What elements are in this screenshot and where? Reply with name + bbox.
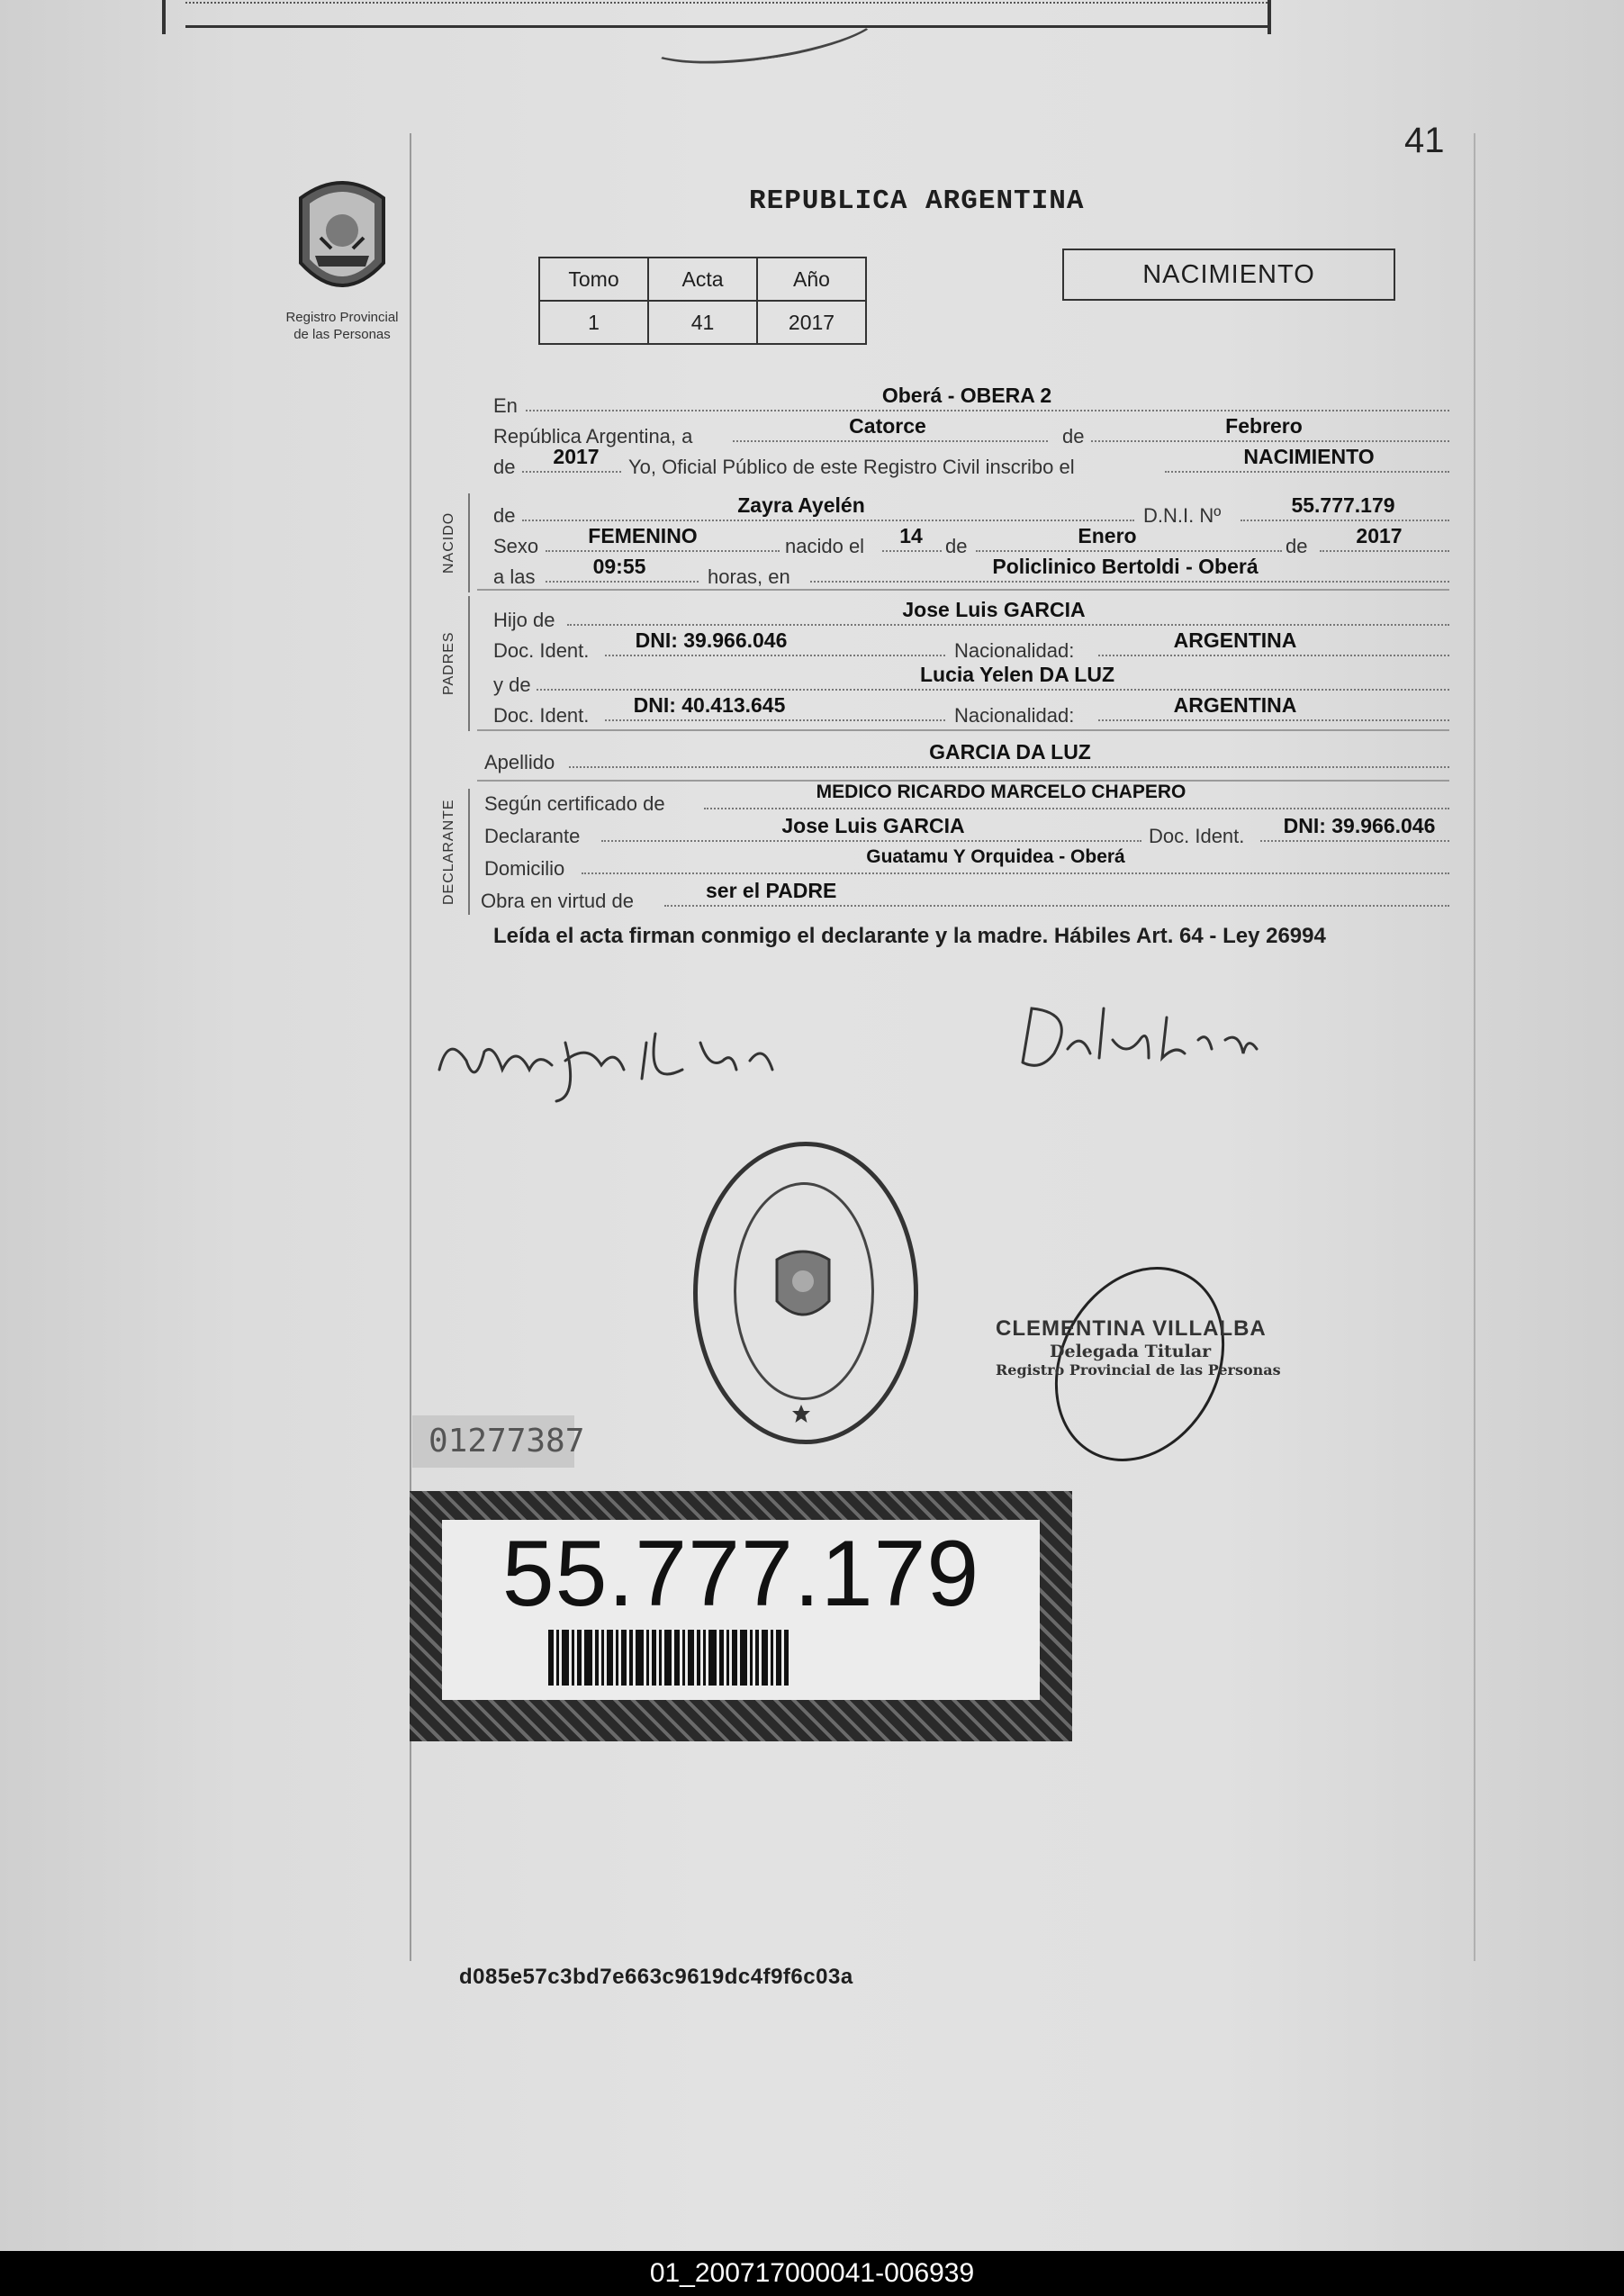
acta-value: 41 <box>648 301 757 344</box>
month-value: Febrero <box>1225 414 1303 438</box>
anio-value: 2017 <box>757 301 866 344</box>
barcode-bar <box>636 1630 644 1686</box>
provincial-emblem-icon <box>288 173 396 303</box>
birth-year-value: 2017 <box>1356 524 1403 547</box>
official-stamp <box>693 1142 918 1444</box>
document-hash: d085e57c3bd7e663c9619dc4f9f6c03a <box>459 1965 853 1989</box>
barcode-bar <box>664 1630 672 1686</box>
day-words-value: Catorce <box>849 414 926 438</box>
registry-logo <box>270 173 414 343</box>
barcode-bar <box>584 1630 592 1686</box>
dni-barcode-label <box>410 1491 1072 1741</box>
sex-value: FEMENINO <box>588 524 698 547</box>
obra-label: Obra en virtud de <box>481 890 634 912</box>
previous-page-edge <box>162 0 1271 34</box>
barcode-bar <box>607 1630 613 1686</box>
barcode-bar <box>621 1630 627 1686</box>
barcode-bar <box>688 1630 694 1686</box>
logo-caption-line1: Registro Provincial <box>285 310 399 325</box>
row-mother-doc <box>0 693 1620 729</box>
barcode-bar <box>595 1630 599 1686</box>
nacionalidad-label-2: Nacionalidad: <box>954 704 1075 727</box>
certificate-value: MEDICO RICARDO MARCELO CHAPERO <box>816 782 1186 802</box>
barcode <box>548 1630 789 1686</box>
barcode-bar <box>755 1630 759 1686</box>
dni-value: 55.777.179 <box>1291 493 1395 517</box>
barcode-bar <box>750 1630 753 1686</box>
legal-text: Leída el acta firman conmigo el declarante y la madre. Hábiles Art. 64 - Ley 26994 <box>493 924 1326 948</box>
row-certificate <box>0 782 1620 818</box>
barcode-bar <box>776 1630 781 1686</box>
de-label-5: de <box>1286 535 1308 557</box>
barcode-bar <box>732 1630 737 1686</box>
barcode-bar <box>616 1630 618 1686</box>
row-place <box>0 384 1620 420</box>
declarante-label: Declarante <box>484 825 581 847</box>
en-label: En <box>493 394 518 417</box>
tomo-value: 1 <box>539 301 648 344</box>
row-father <box>0 598 1620 634</box>
declarant-name-value: Jose Luis GARCIA <box>781 814 965 837</box>
y-de-label: y de <box>493 673 531 696</box>
declarante-section-label: DECLARANTE <box>441 799 456 905</box>
mother-name-value: Lucia Yelen DA LUZ <box>920 663 1114 686</box>
row-birth <box>0 524 1620 560</box>
address-value: Guatamu Y Orquidea - Oberá <box>866 846 1125 867</box>
segun-label: Según certificado de <box>484 792 665 815</box>
barcode-bar <box>682 1630 685 1686</box>
horas-en-label: horas, en <box>708 565 790 588</box>
delegate-office: Registro Provincial de las Personas <box>996 1361 1281 1379</box>
year-value: 2017 <box>553 445 600 468</box>
acta-header: Acta <box>648 258 757 301</box>
mother-signature <box>1014 990 1266 1091</box>
barcode-bar <box>762 1630 768 1686</box>
barcode-bar <box>784 1630 789 1686</box>
sexo-label: Sexo <box>493 535 539 557</box>
star-icon <box>791 1404 811 1424</box>
document-title: REPUBLICA ARGENTINA <box>749 185 1085 217</box>
act-type-box: NACIMIENTO <box>1062 249 1395 301</box>
obra-value: ser el PADRE <box>706 879 837 902</box>
delegate-role: Delegada Titular <box>1050 1342 1212 1361</box>
declarant-doc-label: Doc. Ident. <box>1149 825 1245 847</box>
inscription-value: NACIMIENTO <box>1243 445 1375 468</box>
declarant-signature <box>430 1007 799 1116</box>
tomo-header: Tomo <box>539 258 648 301</box>
doc-ident-label-2: Doc. Ident. <box>493 704 590 727</box>
delegate-block <box>996 1316 1302 1379</box>
father-nationality-value: ARGENTINA <box>1173 628 1297 652</box>
child-name-value: Zayra Ayelén <box>737 493 865 517</box>
barcode-bar <box>708 1630 717 1686</box>
anio-header: Año <box>757 258 866 301</box>
de-label-2: de <box>493 456 516 478</box>
mother-doc-value: DNI: 40.413.645 <box>633 693 786 717</box>
declarant-doc-value: DNI: 39.966.046 <box>1283 814 1436 837</box>
birth-day-value: 14 <box>899 524 923 547</box>
logo-caption-line2: de las Personas <box>293 327 391 342</box>
row-surname <box>0 740 1620 776</box>
oficial-text: Yo, Oficial Público de este Registro Civil inscribo el <box>628 456 1075 478</box>
barcode-bar <box>703 1630 706 1686</box>
a-las-label: a las <box>493 565 536 588</box>
barcode-bar <box>562 1630 569 1686</box>
dni-label: D.N.I. Nº <box>1143 504 1222 527</box>
barcode-bar <box>674 1630 680 1686</box>
birth-month-value: Enero <box>1078 524 1137 547</box>
row-obra <box>0 879 1620 915</box>
de-label-4: de <box>945 535 968 557</box>
barcode-bar <box>601 1630 604 1686</box>
father-doc-value: DNI: 39.966.046 <box>635 628 788 652</box>
apellido-label: Apellido <box>484 751 555 773</box>
dni-label-number: 55.777.179 <box>501 1522 980 1626</box>
row-declarant <box>0 814 1620 850</box>
surname-value: GARCIA DA LUZ <box>929 740 1091 764</box>
delegate-name: CLEMENTINA VILLALBA <box>996 1316 1267 1341</box>
de-label-1: de <box>1062 425 1085 447</box>
padres-section-label: PADRES <box>441 631 456 696</box>
barcode-bar <box>556 1630 559 1686</box>
row-year <box>0 445 1620 481</box>
republica-label: República Argentina, a <box>493 425 693 447</box>
barcode-bar <box>719 1630 724 1686</box>
barcode-bar <box>646 1630 649 1686</box>
stamp-emblem-icon <box>771 1247 835 1328</box>
nacido-section-label: NACIDO <box>441 511 456 574</box>
birth-place-value: Policlinico Bertoldi - Oberá <box>992 555 1259 578</box>
barcode-bar <box>771 1630 773 1686</box>
doc-ident-label-1: Doc. Ident. <box>493 639 590 662</box>
barcode-bar <box>726 1630 729 1686</box>
row-time-place <box>0 555 1620 591</box>
nacionalidad-label-1: Nacionalidad: <box>954 639 1075 662</box>
domicilio-label: Domicilio <box>484 857 565 880</box>
serial-number: 01277387 <box>412 1415 574 1468</box>
barcode-bar <box>697 1630 700 1686</box>
barcode-bar <box>659 1630 662 1686</box>
barcode-bar <box>629 1630 633 1686</box>
hijo-de-label: Hijo de <box>493 609 555 631</box>
row-date <box>0 414 1620 450</box>
footer-filename: 01_200717000041-006939 <box>0 2251 1624 2296</box>
barcode-bar <box>548 1630 554 1686</box>
barcode-bar <box>577 1630 582 1686</box>
birth-time-value: 09:55 <box>592 555 646 578</box>
barcode-bar <box>572 1630 574 1686</box>
nacido-el-label: nacido el <box>785 535 865 557</box>
row-address <box>0 846 1620 882</box>
registry-table <box>538 257 867 345</box>
mother-nationality-value: ARGENTINA <box>1173 693 1297 717</box>
barcode-bar <box>652 1630 656 1686</box>
barcode-bar <box>740 1630 747 1686</box>
father-name-value: Jose Luis GARCIA <box>902 598 1086 621</box>
place-value: Oberá - OBERA 2 <box>881 384 1052 407</box>
page-number: 41 <box>1404 121 1445 160</box>
de-label-3: de <box>493 504 516 527</box>
